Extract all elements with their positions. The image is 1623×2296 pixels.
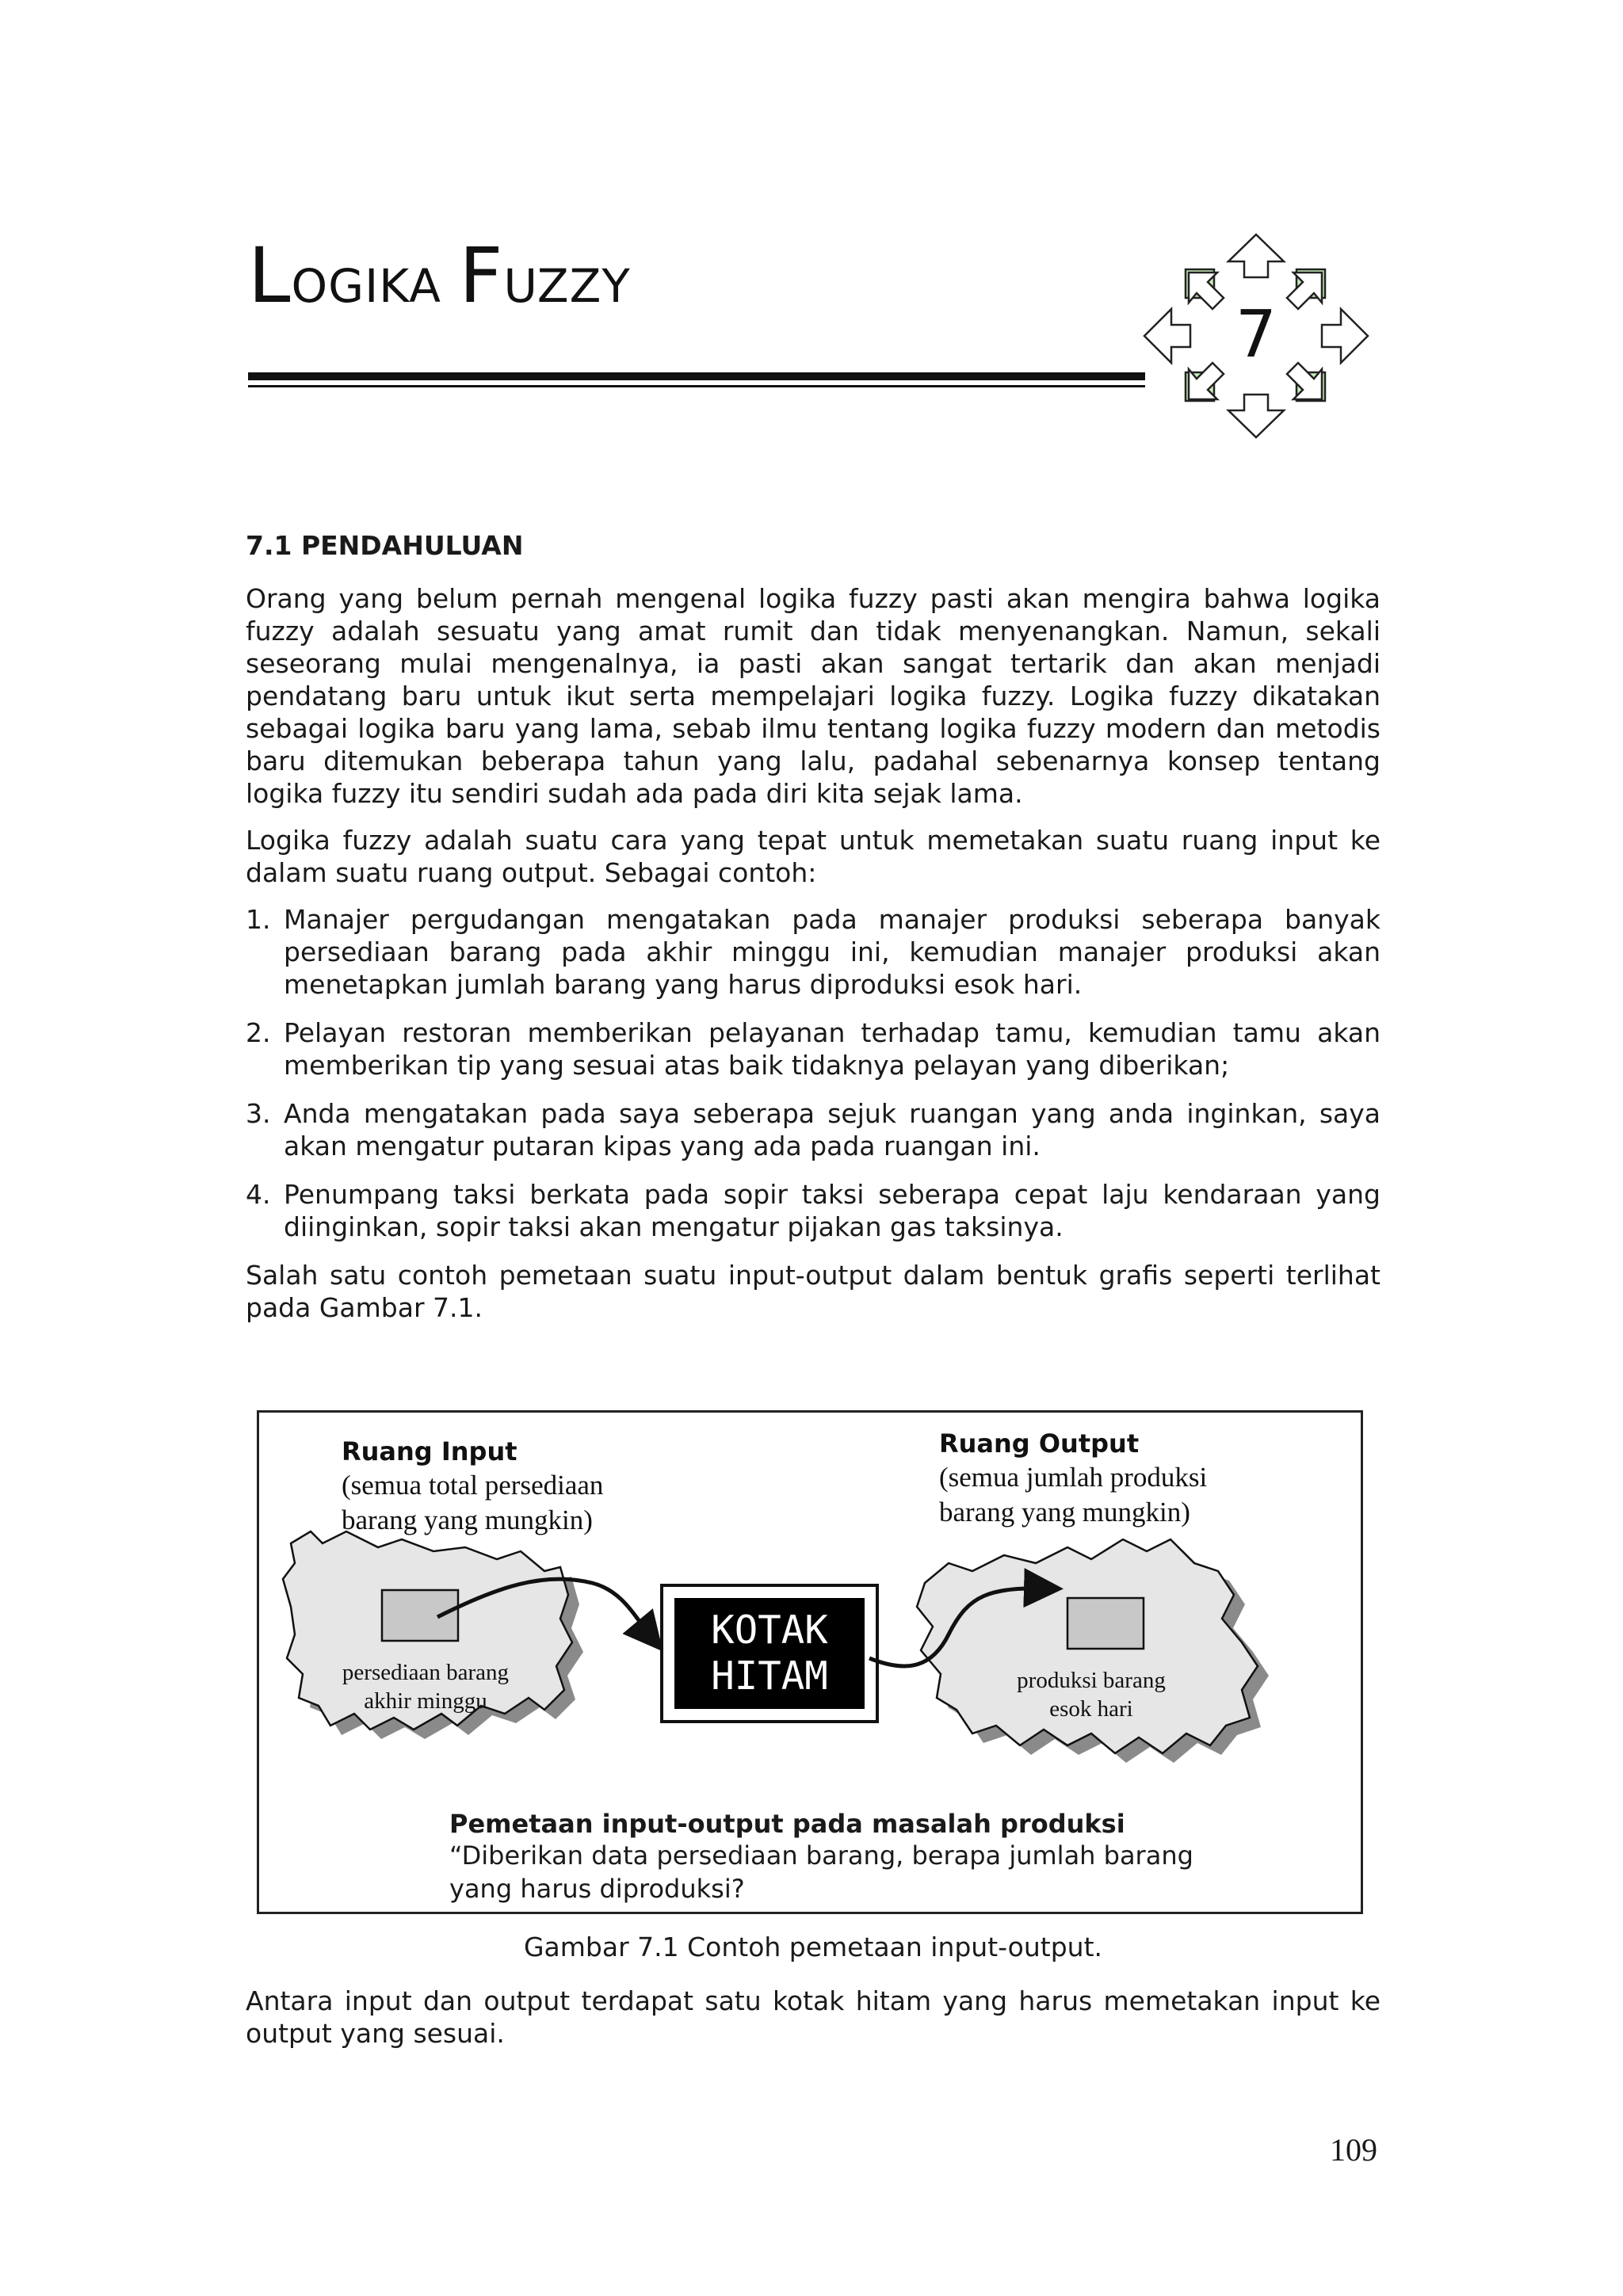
figure-7-1	[257, 1410, 1363, 1914]
arrow-down-icon	[1228, 395, 1284, 437]
output-blob-label: produksi barang esok hari	[1017, 1668, 1166, 1722]
figure-note-line: yang harus diproduksi?	[449, 1874, 745, 1904]
figure-caption: Gambar 7.1 Contoh pemetaan input-output.	[523, 1932, 1103, 1962]
black-box-label: KOTAK HITAM	[711, 1608, 828, 1699]
input-space-title: Ruang Input	[342, 1436, 517, 1466]
title-word-1: LOGIKA	[248, 231, 441, 320]
chapter-number-badge	[1141, 230, 1371, 444]
section-heading: 7.1 PENDAHULUAN	[246, 530, 524, 561]
arrow-downright-icon	[1287, 363, 1322, 399]
paragraph: Antara input dan output terdapat satu kotak hitam yang harus memetakan input ke output yang sesuai.	[246, 1985, 1381, 2049]
output-space-title: Ruang Output	[939, 1428, 1140, 1459]
output-marker-box	[1067, 1598, 1144, 1649]
list-item: 4. Penumpang taksi berkata pada sopir taksi seberapa cepat laju kendaraan yang diinginkan, sopir taksi akan mengatur pijakan gas taksinya.	[246, 1179, 1381, 1242]
arrow-upright-icon	[1287, 273, 1322, 309]
title-rule	[248, 372, 1145, 387]
arrow-left-icon	[1144, 309, 1190, 363]
list-item: 3. Anda mengatakan pada saya seberapa sejuk ruangan yang anda inginkan, saya akan mengatur putaran kipas yang ada pada ruangan ini.	[246, 1098, 1381, 1161]
list-item: 1. Manajer pergudangan mengatakan pada manajer produksi seberapa banyak persediaan barang pada akhir minggu ini, kemudian manajer produksi akan menetapkan jumlah barang yang harus diproduksi esok hari.	[246, 904, 1381, 1000]
arrow-upleft-icon	[1189, 273, 1224, 309]
title-word-2: FUZZY	[459, 231, 631, 320]
paragraph: Salah satu contoh pemetaan suatu input-output dalam bentuk grafis seperti terlihat pada Gambar 7.1.	[246, 1260, 1381, 1323]
chapter-title	[248, 231, 631, 320]
arrow-up-icon	[1228, 235, 1284, 277]
chapter-number: 7	[1235, 297, 1277, 372]
input-space-desc: (semua total persediaan barang yang mungkin)	[342, 1470, 604, 1535]
figure-note-title: Pemetaan input-output pada masalah produksi	[449, 1809, 1125, 1839]
figure-note-line: “Diberikan data persediaan barang, berapa jumlah barang	[449, 1840, 1193, 1871]
input-marker-box	[382, 1590, 458, 1641]
section-body	[246, 529, 1381, 1338]
input-blob-label: persediaan barang akhir minggu	[342, 1660, 510, 1714]
closing-paragraph-block	[246, 1985, 1381, 2064]
paragraph: Logika fuzzy adalah suatu cara yang tepat untuk memetakan suatu ruang input ke dalam suatu ruang output. Sebagai contoh:	[246, 825, 1381, 888]
output-space-desc: (semua jumlah produksi barang yang mungkin)	[939, 1462, 1208, 1527]
paragraph: Orang yang belum pernah mengenal logika fuzzy pasti akan mengira bahwa logika fuzzy adalah sesuatu yang amat rumit dan tidak menyenangkan. Namun, sekali seseorang mulai mengenalnya, ia pasti akan sangat tertarik dan akan menjadi pendatang baru untuk ikut serta mempelajari logika fuzzy. Logika fuzzy dikatakan sebagai logika baru yang lama, sebab ilmu tentang logika fuzzy modern dan metodis baru ditemukan beberapa tahun yang lalu, padahal sebenarnya konsep tentang logika fuzzy itu sendiri sudah ada pada diri kita sejak lama.	[246, 583, 1381, 809]
arrow-right-icon	[1322, 309, 1368, 363]
arrow-downleft-icon	[1189, 363, 1224, 399]
page-number: 109	[1330, 2132, 1377, 2168]
example-list	[246, 903, 1381, 1243]
list-item: 2. Pelayan restoran memberikan pelayanan terhadap tamu, kemudian tamu akan memberikan tip yang sesuai atas baik tidaknya pelayan yang diberikan;	[246, 1017, 1381, 1081]
